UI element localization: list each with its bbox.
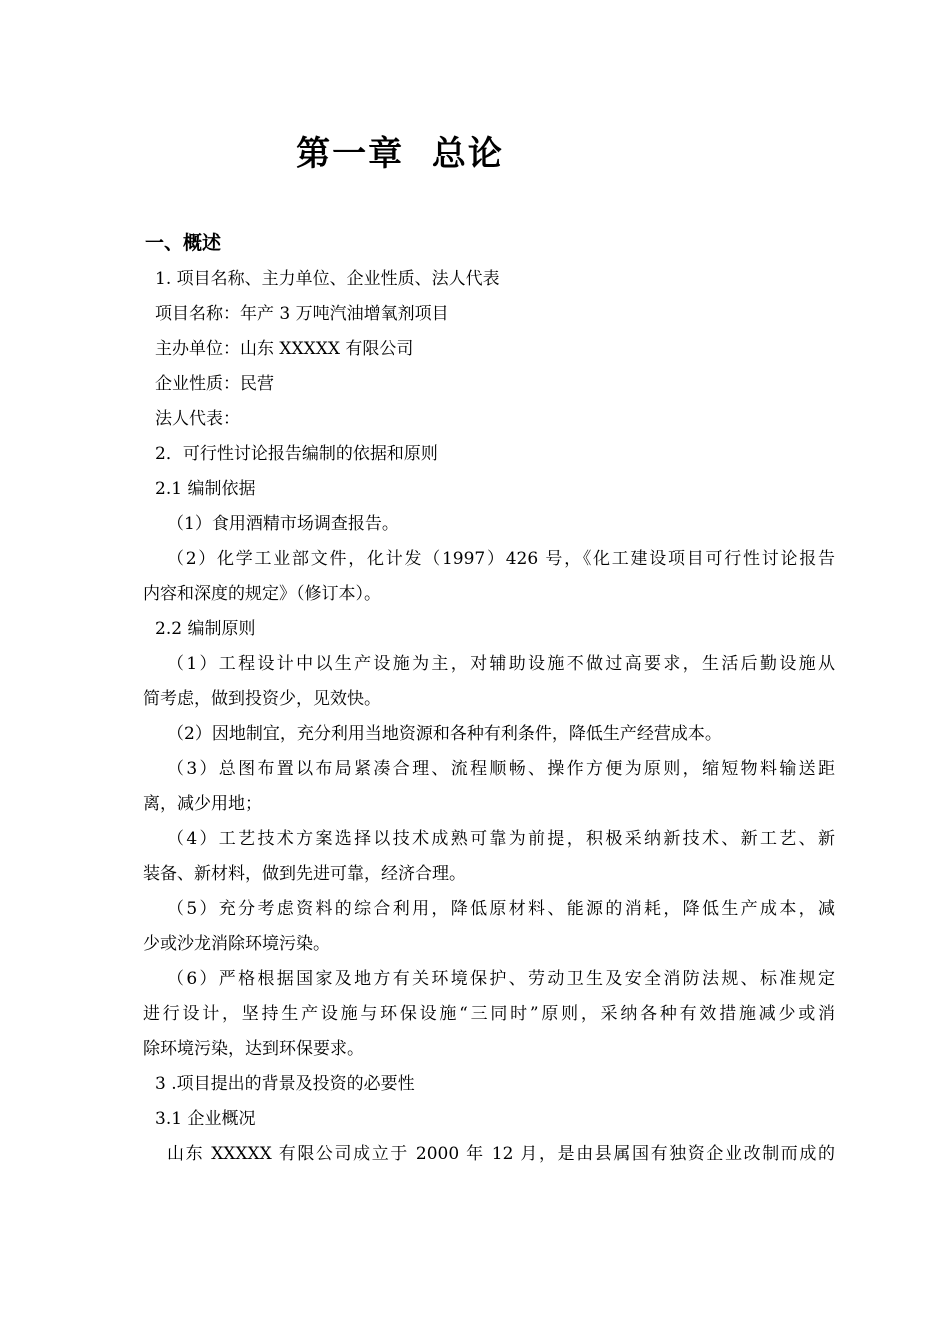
principle-3-line-2: 离，减少用地； (143, 794, 262, 814)
company-overview-line-1: 山东 XXXXX 有限公司成立于 2000 年 12 月，是由县属国有独资企业改制而成的 (167, 1144, 835, 1164)
principle-4-line-2: 装备、新材料，做到先进可靠，经济合理。 (143, 864, 466, 884)
principle-6-line-3: 除环境污染，达到环保要求。 (143, 1039, 364, 1059)
heading-background: 3 .项目提出的背景及投资的必要性 (155, 1074, 415, 1094)
sponsor-line: 主办单位：山东 XXXXX 有限公司 (155, 339, 414, 359)
principle-6-line-2: 进行设计，坚持生产设施与环保设施“三同时”原则，采纳各种有效措施减少或消 (143, 1004, 835, 1024)
heading-company-overview: 3.1 企业概况 (155, 1109, 256, 1129)
principle-3-line-1: （3）总图布置以布局紧凑合理、流程顺畅、操作方便为原则，缩短物料输送距 (167, 759, 835, 779)
enterprise-type-line: 企业性质：民营 (155, 374, 274, 394)
heading-basis: 2.1 编制依据 (155, 479, 256, 499)
basis-item-2-line-2: 内容和深度的规定》（修订本）。 (143, 584, 381, 604)
principle-1-line-2: 简考虑，做到投资少，见效快。 (143, 689, 381, 709)
heading-project-info: 1. 项目名称、主力单位、企业性质、法人代表 (155, 269, 500, 289)
principle-4-line-1: （4）工艺技术方案选择以技术成熟可靠为前提，积极采纳新技术、新工艺、新 (167, 829, 835, 849)
project-name-line: 项目名称：年产 3 万吨汽油增氧剂项目 (155, 304, 449, 324)
principle-2: （2）因地制宜，充分利用当地资源和各种有利条件，降低生产经营成本。 (167, 724, 722, 744)
principle-5-line-1: （5）充分考虑资料的综合利用，降低原材料、能源的消耗，降低生产成本，减 (167, 899, 835, 919)
body-text (143, 262, 835, 1172)
principle-5-line-2: 少或沙龙消除环境污染。 (143, 934, 330, 954)
legal-rep-line: 法人代表： (155, 409, 240, 429)
basis-item-2-line-1: （2）化学工业部文件，化计发（1997）426 号，《化工建设项目可行性讨论报告 (167, 549, 835, 569)
principle-1-line-1: （1）工程设计中以生产设施为主，对辅助设施不做过高要求，生活后勤设施从 (167, 654, 835, 674)
principle-6-line-1: （6）严格根据国家及地方有关环境保护、劳动卫生及安全消防法规、标准规定 (167, 969, 835, 989)
section-heading: 一、概述 (145, 232, 222, 254)
basis-item-1: （1）食用酒精市场调查报告。 (167, 514, 399, 534)
heading-principles: 2.2 编制原则 (155, 619, 256, 639)
chapter-title: 第一章 总论 (296, 134, 504, 174)
heading-basis-principles: 2．可行性讨论报告编制的依据和原则 (155, 444, 438, 464)
